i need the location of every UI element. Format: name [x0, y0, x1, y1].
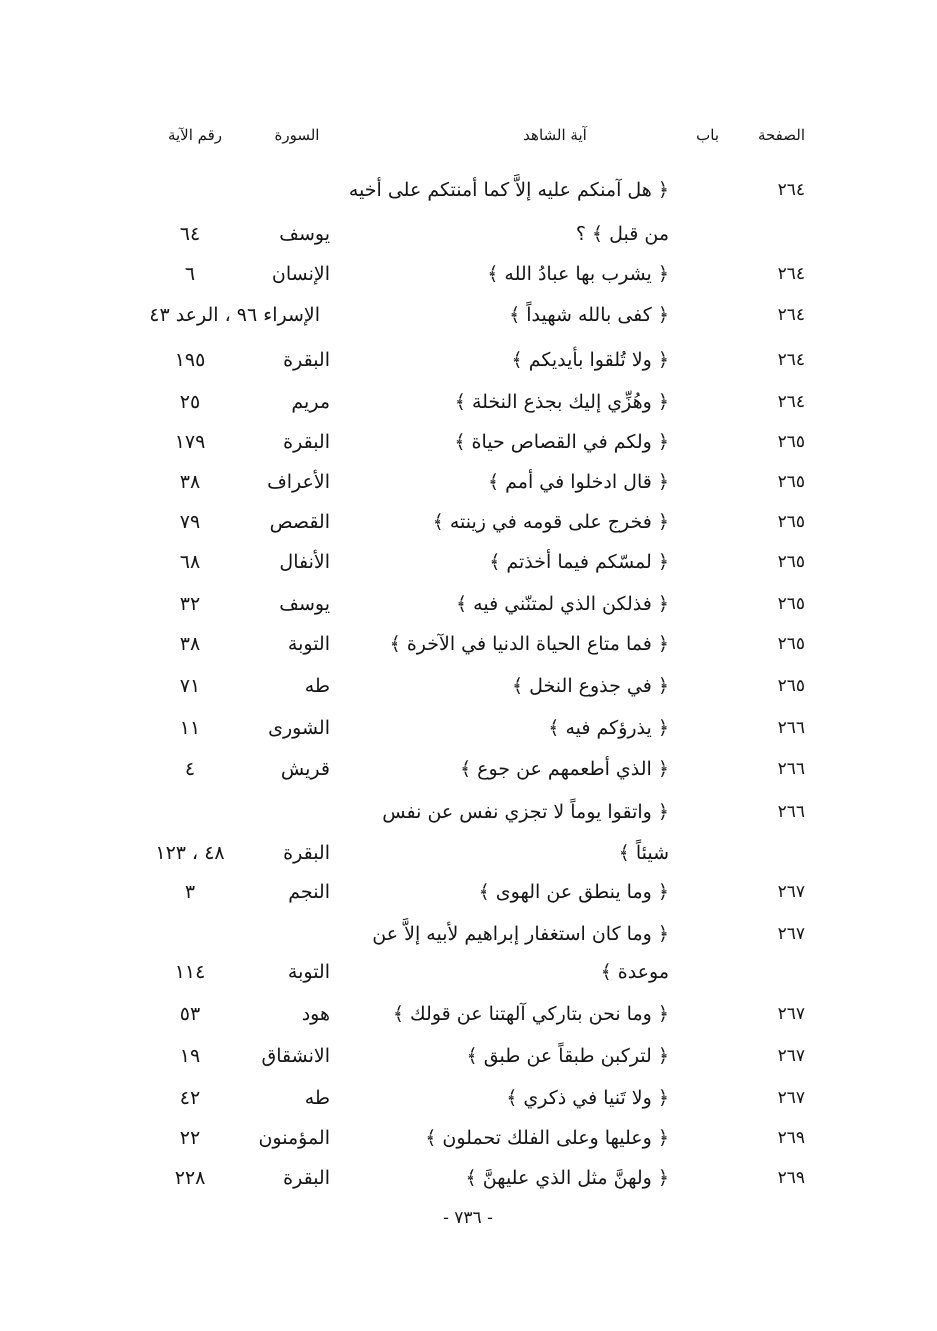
row-ayah-text: ﴿ هل آمنكم عليه إلاَّ كما أمنتكم على أخيه	[348, 179, 669, 201]
row-ayah-number: ٢٢٨	[174, 1167, 206, 1189]
row-sura-name: الأنفال	[279, 551, 330, 573]
row-page-number: ٢٦٥	[777, 432, 805, 452]
row-ayah-number: ٥٣	[179, 1003, 201, 1025]
row-ayah-number: ٦	[184, 263, 196, 285]
row-page-number: ٢٦٥	[777, 512, 805, 532]
row-page-number: ٢٦٥	[777, 634, 805, 654]
row-ayah-text: ﴿ لتركبن طبقاً عن طبق ﴾	[466, 1045, 669, 1067]
row-sura-name: البقرة	[283, 842, 330, 864]
header-page-label: الصفحة	[757, 126, 805, 144]
row-sura-name: القصص	[269, 511, 330, 533]
header-ayah-label: آية الشاهد	[523, 126, 587, 144]
row-page-number: ٢٦٤	[777, 264, 805, 284]
row-ayah-text: موعدة ﴾	[600, 961, 669, 983]
row-page-number: ٢٦٧	[777, 1046, 805, 1066]
row-ayah-text: ﴿ لمسّكم فيما أخذتم ﴾	[489, 551, 669, 573]
row-ayah-text: ﴿ قال ادخلوا في أمم ﴾	[487, 471, 669, 493]
row-ayah-number: ٦٤	[179, 223, 201, 245]
row-ayah-text: ﴿ وهُزِّي إليك بجذع النخلة ﴾	[454, 391, 669, 413]
row-sura-name: يوسف	[279, 223, 330, 245]
row-ayah-text: ﴿ يشرب بها عبادُ الله ﴾	[487, 263, 669, 285]
row-ayah-number: ٤٢	[179, 1087, 201, 1109]
row-page-number: ٢٦٧	[777, 1004, 805, 1024]
row-page-number: ٢٦٦	[777, 759, 805, 779]
row-page-number: ٢٦٤	[777, 392, 805, 412]
row-ayah-text: ﴿ في جذوع النخل ﴾	[511, 675, 669, 697]
row-ayah-text: ﴿ فذلكن الذي لمتنّني فيه ﴾	[456, 593, 669, 615]
row-sura-name: طه	[304, 675, 330, 697]
row-page-number: ٢٦٦	[777, 718, 805, 738]
row-ayah-text: ﴿ فخرج على قومه في زينته ﴾	[432, 511, 669, 533]
row-sura-name: البقرة	[283, 1167, 330, 1189]
row-ayah-text: ﴿ ولا تُلقوا بأيديكم ﴾	[511, 349, 669, 371]
row-ayah-number: ٧٩	[179, 511, 201, 533]
row-ayah-number: ١٩٥	[174, 349, 206, 371]
row-ayah-number: ١١	[179, 717, 201, 739]
row-sura-name: مريم	[291, 391, 330, 413]
row-page-number: ٢٦٥	[777, 594, 805, 614]
row-sura-name: البقرة	[283, 349, 330, 371]
row-ayah-number: ٧١	[179, 675, 201, 697]
row-ayah-text: ﴿ يذرؤكم فيه ﴾	[548, 717, 669, 739]
row-ayah-text: ﴿ ولكم في القصاص حياة ﴾	[454, 431, 669, 453]
row-sura-name: الانشقاق	[261, 1045, 330, 1067]
row-ayah-number: ٣٨	[179, 471, 201, 493]
row-sura-name: يوسف	[279, 593, 330, 615]
row-sura-name: قريش	[280, 758, 330, 780]
row-sura-name: طه	[304, 1087, 330, 1109]
row-ayah-text: ﴿ واتقوا يوماً لا تجزي نفس عن نفس	[382, 801, 669, 823]
row-ayah-text: من قبل ﴾ ؟	[575, 223, 669, 245]
row-sura-name: النجم	[288, 881, 330, 903]
row-page-number: ٢٦٧	[777, 1088, 805, 1108]
row-page-number: ٢٦٧	[777, 924, 805, 944]
row-page-number: ٢٦٥	[777, 676, 805, 696]
row-ayah-number: الإسراء ٩٦ ، الرعد ٤٣	[149, 304, 320, 326]
row-ayah-text: ﴿ وما كان استغفار إبراهيم لأبيه إلاَّ عن	[372, 923, 669, 945]
row-ayah-number: ٣	[184, 881, 196, 903]
row-page-number: ٢٦٩	[777, 1128, 805, 1148]
row-ayah-number: ٤٨ ، ١٢٣	[155, 842, 225, 864]
header-sura-label: السورة	[274, 126, 320, 144]
row-sura-name: الأعراف	[267, 471, 330, 493]
row-ayah-number: ٣٢	[179, 593, 201, 615]
row-sura-name: المؤمنون	[258, 1127, 330, 1149]
row-sura-name: الشورى	[268, 717, 330, 739]
row-page-number: ٢٦٥	[777, 552, 805, 572]
row-page-number: ٢٦٥	[777, 472, 805, 492]
row-ayah-number: ١١٤	[174, 961, 206, 983]
row-page-number: ٢٦٧	[777, 882, 805, 902]
row-ayah-text: ﴿ كفى بالله شهيداً ﴾	[509, 304, 669, 326]
row-ayah-text: ﴿ ولا تَنيا في ذكري ﴾	[506, 1087, 669, 1109]
row-ayah-number: ٦٨	[179, 551, 201, 573]
row-ayah-number: ٢٥	[179, 391, 201, 413]
row-page-number: ٢٦٤	[777, 180, 805, 200]
row-sura-name: البقرة	[283, 431, 330, 453]
row-ayah-text: ﴿ ولهنَّ مثل الذي عليهنَّ ﴾	[465, 1167, 669, 1189]
row-ayah-number: ١٧٩	[174, 431, 206, 453]
row-ayah-number: ٢٢	[179, 1127, 201, 1149]
header-ayah-number-label: رقم الآية	[167, 126, 223, 144]
row-page-number: ٢٦٦	[777, 802, 805, 822]
row-ayah-number: ٣٨	[179, 633, 201, 655]
row-ayah-number: ٤	[184, 758, 196, 780]
row-ayah-text: ﴿ الذي أطعمهم عن جوع ﴾	[459, 758, 669, 780]
row-ayah-text: شيئاً ﴾	[618, 842, 669, 864]
row-sura-name: الإنسان	[271, 263, 330, 285]
row-ayah-number: ١٩	[179, 1045, 201, 1067]
row-ayah-text: ﴿ وما نحن بتاركي آلهتنا عن قولك ﴾	[392, 1003, 669, 1025]
row-sura-name: هود	[301, 1003, 330, 1025]
row-page-number: ٢٦٩	[777, 1168, 805, 1188]
header-bab-label: باب	[696, 126, 719, 144]
row-ayah-text: ﴿ فما متاع الحياة الدنيا في الآخرة ﴾	[389, 633, 669, 655]
row-ayah-text: ﴿ وما ينطق عن الهوى ﴾	[478, 881, 669, 903]
row-page-number: ٢٦٤	[777, 305, 805, 325]
row-ayah-text: ﴿ وعليها وعلى الفلك تحملون ﴾	[425, 1127, 669, 1149]
row-sura-name: التوبة	[287, 961, 330, 983]
row-page-number: ٢٦٤	[777, 350, 805, 370]
row-sura-name: التوبة	[287, 633, 330, 655]
page-number: - ٧٣٦ -	[443, 1208, 493, 1228]
